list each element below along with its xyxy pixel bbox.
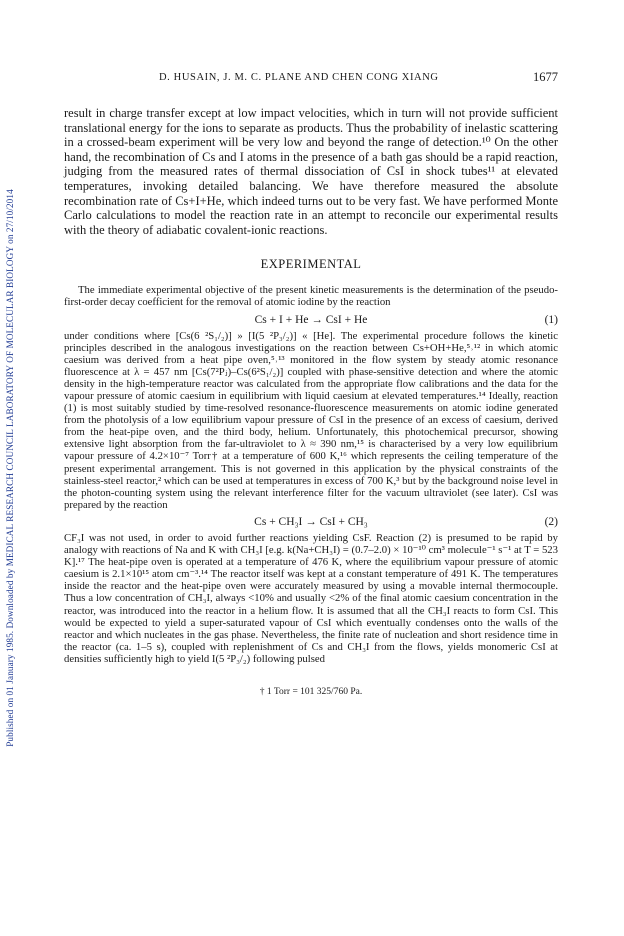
equation-2 (64, 514, 558, 530)
equation-1-number: (1) (544, 313, 558, 326)
download-watermark (0, 0, 20, 936)
running-header-authors: D. HUSAIN, J. M. C. PLANE AND CHEN CONG XIANG (159, 72, 439, 83)
page-number: 1677 (533, 70, 558, 84)
paper-page (64, 72, 558, 697)
section-heading: EXPERIMENTAL (260, 257, 362, 272)
conditions-paragraph: under conditions where [Cs(6 ²S₁/₂)] » [I(5 ²P₃/₂)] « [He]. The experimental procedure follows the kinetic principles described in the analogous investigations on the reaction between Cs+OH+He,⁵˒¹² in which atomic caesium was derived from a heat pipe oven,⁵˒¹³ monitored in the flow system by steady atomic resonance fluorescence at λ = 457 nm [Cs(7²Pⱼ)–Cs(6²S₁/₂)] coupled with phase-sensitive detection and where the atomic density in the high-temperature reactor was calculated from the appropriate flow calibrations and the data for the vapour pressure of atomic caesium in equilibrium with liquid caesium at elevated temperatures.¹⁴ Ideally, reaction (1) is most suitably studied by time-resolved resonance-fluorescence measurements on atomic iodine generated from the photolysis of a low equilibrium vapour pressure of CsI in the presence of an excess of caesium, derived from the heat-pipe oven, and the third body, helium. Unfortunately, this photochemical precursor, showing extensive light absorption from the far-ultraviolet to λ ≈ 390 nm,¹⁵ is characterised by a very low equilibrium vapour pressure of 4.2×10⁻⁷ Torr† at a temperature of 600 K,¹⁶ which represents the ceiling temperature of the present experimental arrangement. This is not governed in this application by the physical constraints of the stainless-steel reactor,² which can be used at temperatures in excess of 700 K,³ but by the background noise level in the photon-counting system using the relevant interference filter for the vacuum ultraviolet (see later). CsI was prepared by the reaction (64, 329, 558, 511)
intro-paragraph: result in charge transfer except at low impact velocities, which in turn will not provide sufficient translational energy for the ions to separate as products. Thus the probability of inelastic scattering in a crossed-beam experiment will be very low and beyond the range of detection.¹⁰ On the other hand, the recombination of Cs and I atoms in the presence of a bath gas should be a rapid reaction, judging from the measured rates of thermal dissociation of CsI in shock tubes¹¹ at elevated temperatures, invoking detailed balancing. We have therefore measured the absolute recombination rate of Cs+I+He, which indeed turns out to be very fast. We have performed Monte Carlo calculations to model the reaction rate in an attempt to reconcile our experimental results with the theory of adiabatic covalent-ionic reactions. (64, 106, 558, 237)
download-watermark-text: Published on 01 January 1985. Downloaded by MEDICAL RESEARCH COUNCIL LABORATORY OF MOLECULAR BIOLOGY on 27/10/2014 (5, 189, 15, 747)
running-header (64, 72, 558, 92)
objective-paragraph: The immediate experimental objective of the present kinetic measurements is the determination of the pseudo-first-order decay coefficient for the removal of atomic iodine by the reaction (64, 284, 558, 309)
equation-2-number: (2) (544, 515, 558, 528)
equation-1-text: Cs + I + He → CsI + He (254, 313, 368, 326)
final-paragraph: CF₃I was not used, in order to avoid further reactions yielding CsF. Reaction (2) is presumed to be rapid by analogy with reactions of Na and K with CH₃I [e.g. k(Na+CH₃I) = (0.7–2.0) × 10⁻¹⁰ cm³ molecule⁻¹ s⁻¹ at T = 523 K].¹⁷ The heat-pipe oven is operated at a temperature of 476 K, where the equilibrium vapour pressure of atomic caesium is 2.1×10¹⁵ atom cm⁻³.¹⁴ The reactor itself was kept at a constant temperature of 491 K. The temperatures inside the reactor and the heat-pipe oven were accurately measured by using a movable internal thermocouple. Thus a low concentration of CH₃I, always <10% and usually <2% of the final atomic caesium concentration in the reactor, was introduced into the reactor in a helium flow. It is assumed that all the CH₃I reacts to form CsI. This would be expected to yield a super-saturated vapour of CsI which eventually condenses onto the walls of the reactor and which nucleates in the gas phase. Nevertheless, the finite rate of nucleation and short residence time in the reactor (ca. 1–5 s), coupled with replenishment of Cs and CH₃I from the flows, yields monomeric CsI at densities sufficiently high to yield I(5 ²P₃/₂) following pulsed (64, 531, 558, 665)
footnote: † 1 Torr = 101 325/760 Pa. (259, 686, 363, 697)
equation-1 (64, 312, 558, 328)
equation-2-text: Cs + CH₃I → CsI + CH₃ (254, 515, 368, 528)
